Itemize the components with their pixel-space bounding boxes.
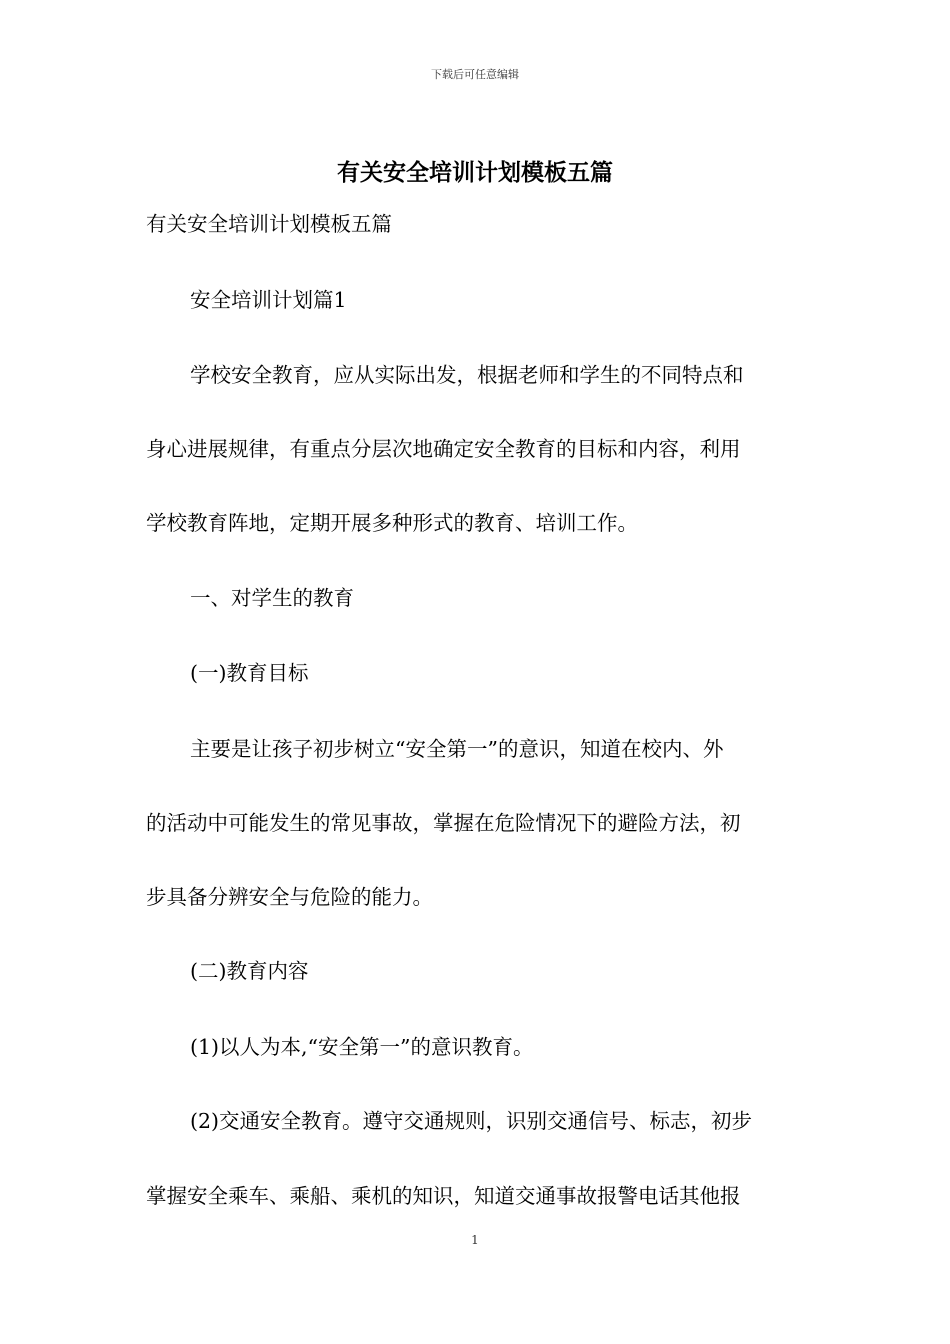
paragraph-line: 主要是让孩子初步树立“安全第一”的意识，知道在校内、外 [190, 737, 724, 761]
section-heading: 安全培训计划篇1 [190, 288, 347, 312]
paragraph-line: 步具备分辨安全与危险的能力。 [146, 885, 433, 909]
subtitle-line: 有关安全培训计划模板五篇 [146, 212, 392, 236]
subsection-heading: (二)教育内容 [190, 959, 309, 983]
subsection-heading: (一)教育目标 [190, 661, 309, 685]
paragraph-line: 身心进展规律，有重点分层次地确定安全教育的目标和内容，利用 [146, 437, 741, 461]
section-heading: 一、对学生的教育 [190, 586, 354, 610]
page-header: 下载后可任意编辑 [431, 68, 519, 81]
paragraph-line: 掌握安全乘车、乘船、乘机的知识，知道交通事故报警电话其他报 [146, 1184, 741, 1208]
document-title: 有关安全培训计划模板五篇 [337, 159, 613, 186]
paragraph-line: (2)交通安全教育。遵守交通规则，识别交通信号、标志，初步 [190, 1109, 753, 1133]
page-number: 1 [471, 1233, 479, 1247]
paragraph-line: 学校安全教育，应从实际出发，根据老师和学生的不同特点和 [190, 363, 744, 387]
paragraph-line: (1)以人为本,“安全第一”的意识教育。 [190, 1035, 534, 1059]
paragraph-line: 的活动中可能发生的常见事故，掌握在危险情况下的避险方法，初 [146, 811, 741, 835]
paragraph-line: 学校教育阵地，定期开展多种形式的教育、培训工作。 [146, 511, 638, 535]
